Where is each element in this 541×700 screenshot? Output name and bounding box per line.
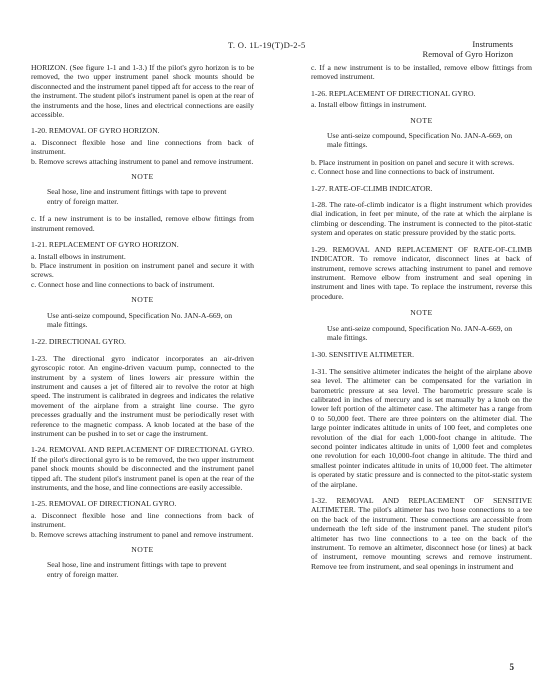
step-1-20-a: a. Disconnect flexible hose and line connections from back of instrument. [31,137,254,157]
note-text: Seal hose, line and instrument fittings with tape to prevent entry of foreign matter. [47,560,227,579]
note-text: Use anti-seize compound, Specification No. JAN-A-669, on male fittings. [47,310,233,329]
note-label: NOTE [131,172,154,182]
paragraph-1-28: 1-28. The rate-of-climb indicator is a flight instrument which provides dial indication, in feet per minute, of the rate at which the airplane is climbing or descending. The instrument is connected to the pitot-static system and operates on static pressure provided by the static ports. [311,200,532,238]
note-text: Use anti-seize compound, Specification No. JAN-A-669, on male fittings. [327,131,513,150]
heading-1-26: 1-26. REPLACEMENT OF DIRECTIONAL GYRO. [311,88,476,98]
step-1-25-c: c. If a new instrument is to be installed, remove elbow fittings from removed instrument. [311,63,532,82]
note-text: Use anti-seize compound, Specification No. JAN-A-669, on male fittings. [327,323,513,342]
page-number: 5 [509,662,514,672]
running-header [423,39,513,59]
step-1-26-c: c. Connect hose and line connections to back of instrument. [311,167,495,177]
heading-1-30: 1-30. SENSITIVE ALTIMETER. [311,350,415,360]
step-1-21-a: a. Install elbows in instrument. [31,251,126,261]
step-1-26-b: b. Place instrument in position on panel and secure it with screws. [311,157,515,167]
note-label: NOTE [410,308,433,318]
step-1-26-a: a. Install elbow fittings in instrument. [311,100,427,110]
paragraph-1-29: 1-29. REMOVAL AND REPLACEMENT OF RATE-OF-CLIMB INDICATOR. To remove indicator, disconnect lines at back of instrument, remove screws attaching instrument to panel and remove instrument. Remove elbow from instrument and seal opening in instrument and lines with tape. To replace the instrument, reverse this procedure. [311,244,532,301]
paragraph-1-32: 1-32. REMOVAL AND REPLACEMENT OF SENSITIVE ALTIMETER. The pilot's altimeter has two hose connections to a tee on the back of the instrument. These connections are accessible from underneath the left side of the instrument panel. The student pilot's altimeter has two line connections to a tee on the back of the instrument. To remove an altimeter, disconnect hose (or lines) at back of instrument, remove mounting screws and remove instrument. Remove tee from instrument, and seal openings in instrument and [311,496,532,571]
left-column [31,63,254,587]
step-1-20-c: c. If a new instrument is to be installed, remove elbow fittings from instrument removed. [31,214,254,233]
section-title: Instruments [472,39,513,49]
heading-1-27: 1-27. RATE-OF-CLIMB INDICATOR. [311,183,433,193]
note-label: NOTE [131,295,154,305]
subsection-title: Removal of Gyro Horizon [422,49,513,59]
step-1-20-b: b. Remove screws attaching instrument to panel and remove instrument. [31,156,254,166]
note-text: Seal hose, line and instrument fittings with tape to prevent entry of foreign matter. [47,187,227,206]
paragraph-intro: HORIZON. (See figure 1-1 and 1-3.) If the pilot's gyro horizon is to be removed, the two upper instrument panel shock mounts should be disconnected and the instrument panel tipped aft for access to the rear of the instrument. The student pilot's instrument panel is open at the rear of the instruments and the hose, lines and electrical connections are easily accessible. [31,63,254,120]
right-column [311,63,532,578]
note-label: NOTE [131,545,154,555]
tech-order-number: T. O. 1L-19(T)D-2-5 [228,40,306,50]
step-1-25-a: a. Disconnect flexible hose and line connections from back of instrument. [31,510,254,530]
paragraph-1-24: 1-24. REMOVAL AND REPLACEMENT OF DIRECTIONAL GYRO. If the pilot's directional gyro is to be removed, the two upper instrument panel shock mounts should be disconnected and the instrument panel tipped aft. The student pilot's instrument panel is open at the rear of the instruments, and the hose, and line connections are easily accessible. [31,445,254,493]
step-1-25-b: b. Remove screws attaching instrument to panel and remove instrument. [31,529,254,539]
note-label: NOTE [410,115,433,125]
paragraph-1-31: 1-31. The sensitive altimeter indicates the height of the airplane above sea level. The altimeter can be compensated for the variation in barometric pressure at sea level. The barometric pressure scale is calibrated in inches of mercury and is set manually by a knob on the lower left portion of the altimeter case. The altimeter has a range from 0 to 50,000 feet. There are three pointers on the altimeter dial. The large pointer indicates altitude in units of 100 feet, and completes one revolution of the dial for each 1,000-foot change in altitude. The second pointer indicates altitude in units of 1,000 feet and completes one revolution for each 10,000-foot change in altitude. The third and smallest pointer indicates altitude in units of 10,000 feet. The altimeter is operated by static pressure and is connected to the pitot-static system of the airplane. [311,366,532,489]
heading-1-20: 1-20. REMOVAL OF GYRO HORIZON. [31,126,160,136]
heading-1-25: 1-25. REMOVAL OF DIRECTIONAL GYRO. [31,499,177,509]
heading-1-22: 1-22. DIRECTIONAL GYRO. [31,337,126,347]
paragraph-1-23: 1-23. The directional gyro indicator incorporates an air-driven gyroscopic rotor. An engine-driven vacuum pump, connected to the instrument by a system of lines lowers air pressure within the instrument and causes a jet of filtered air to revolve the rotor at high speed. The instrument is calibrated in degrees and indicates the relative movement of the airplane from a straight line course. The gyro precesses gradually and the instrument must be periodically reset with reference to the magnetic compass. A knob located at the base of the instrument can be pushed in to set or cage the instrument. [31,353,254,438]
step-1-21-c: c. Connect hose and line connections to back of instrument. [31,279,215,289]
heading-1-21: 1-21. REPLACEMENT OF GYRO HORIZON. [31,240,179,250]
step-1-21-b: b. Place instrument in position on instrument panel and secure it with screws. [31,260,254,280]
